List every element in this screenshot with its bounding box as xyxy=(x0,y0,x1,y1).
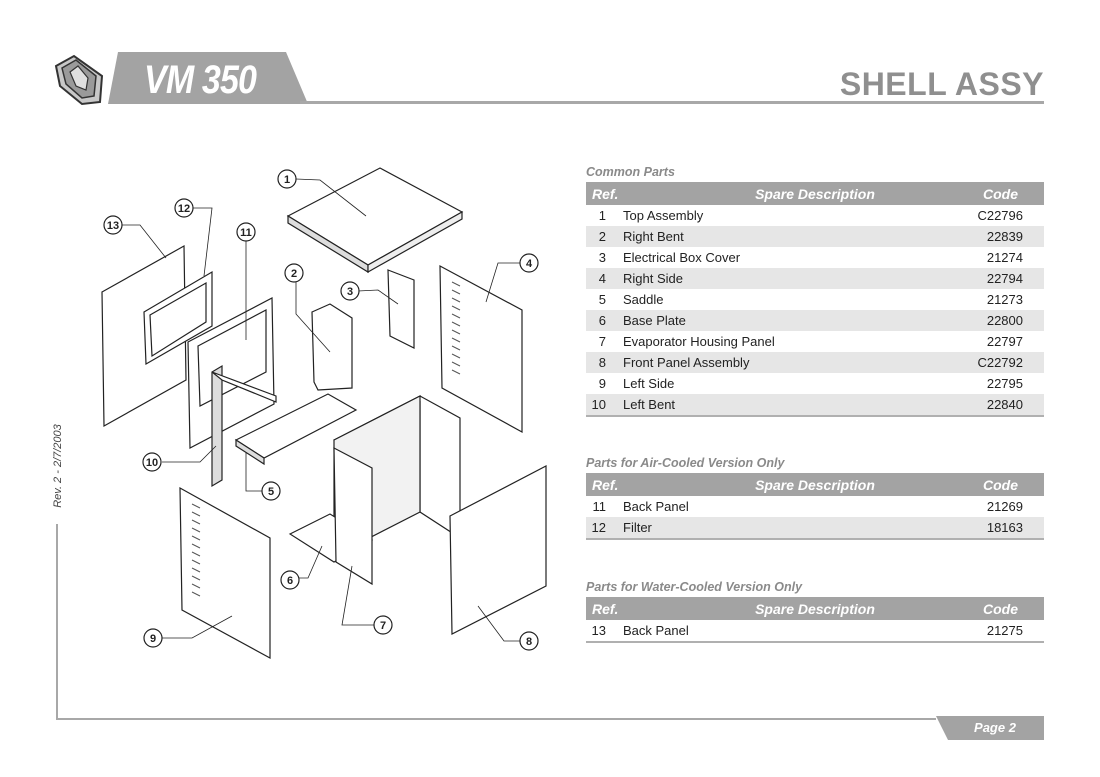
cell-desc: Saddle xyxy=(623,292,664,307)
header-desc: Spare Description xyxy=(755,186,875,202)
callout-9: 9 xyxy=(149,633,157,645)
cell-desc: Base Plate xyxy=(623,313,686,328)
table-row xyxy=(586,205,1044,226)
air-parts-title: Parts for Air-Cooled Version Only xyxy=(586,456,785,470)
callout-13: 13 xyxy=(106,220,120,232)
cell-code: 22795 xyxy=(986,376,1023,391)
cell-ref: 10 xyxy=(591,397,606,412)
cell-desc: Right Bent xyxy=(623,229,684,244)
part-right-side xyxy=(440,266,522,432)
cell-desc: Back Panel xyxy=(623,623,689,638)
cell-code: C22796 xyxy=(977,208,1023,223)
table-row xyxy=(586,310,1044,331)
callout-3: 3 xyxy=(346,286,354,298)
callout-2: 2 xyxy=(290,268,298,280)
callout-8: 8 xyxy=(525,636,533,648)
callout-12: 12 xyxy=(177,203,191,215)
cell-ref: 3 xyxy=(598,250,606,265)
cell-code: 22794 xyxy=(986,271,1023,286)
cell-ref: 4 xyxy=(598,271,606,286)
common-parts-table xyxy=(586,182,1044,417)
section-title: SHELL ASSY xyxy=(839,66,1044,102)
header-ref: Ref. xyxy=(592,601,619,617)
cell-code: 22839 xyxy=(986,229,1023,244)
common-parts-title: Common Parts xyxy=(586,165,675,179)
cell-desc: Left Side xyxy=(623,376,675,391)
part-left-side xyxy=(180,488,270,658)
cell-desc: Back Panel xyxy=(623,499,689,514)
part-right-bent xyxy=(312,304,352,390)
table-row xyxy=(586,373,1044,394)
cell-desc: Top Assembly xyxy=(623,208,704,223)
table-header xyxy=(586,473,1044,496)
cell-desc: Filter xyxy=(623,520,652,535)
page-number: Page 2 xyxy=(974,720,1016,735)
exploded-diagram xyxy=(90,150,570,680)
cell-code: 21274 xyxy=(986,250,1023,265)
cell-ref: 5 xyxy=(598,292,606,307)
water-parts-title: Parts for Water-Cooled Version Only xyxy=(586,580,803,594)
revision-label: Rev. 2 - 2/7/2003 xyxy=(52,424,64,508)
table-header xyxy=(586,597,1044,620)
callout-4: 4 xyxy=(525,258,533,270)
part-front-panel xyxy=(450,466,546,634)
cell-ref: 2 xyxy=(598,229,606,244)
cell-desc: Electrical Box Cover xyxy=(623,250,741,265)
table-row xyxy=(586,331,1044,352)
part-electrical-box-cover xyxy=(388,270,414,348)
table-header xyxy=(586,182,1044,205)
table-row xyxy=(586,289,1044,310)
header-desc: Spare Description xyxy=(755,477,875,493)
cell-desc: Right Side xyxy=(623,271,683,286)
cell-code: 21275 xyxy=(986,623,1023,638)
water-parts-table xyxy=(586,597,1044,643)
table-row xyxy=(586,394,1044,415)
cell-code: 22797 xyxy=(986,334,1023,349)
cell-code: 18163 xyxy=(986,520,1023,535)
left-rule xyxy=(56,524,58,720)
cell-desc: Evaporator Housing Panel xyxy=(623,334,775,349)
part-left-bent xyxy=(212,366,222,486)
cell-code: 22800 xyxy=(986,313,1023,328)
callout-7: 7 xyxy=(379,620,387,632)
table-row xyxy=(586,268,1044,289)
cell-code: 21273 xyxy=(986,292,1023,307)
table-row xyxy=(586,496,1044,517)
cell-ref: 13 xyxy=(591,623,606,638)
table-row xyxy=(586,247,1044,268)
table-row xyxy=(586,620,1044,641)
callout-10: 10 xyxy=(145,457,159,469)
table-row xyxy=(586,352,1044,373)
bottom-rule xyxy=(56,718,936,720)
callout-11: 11 xyxy=(240,227,252,239)
header-code: Code xyxy=(983,601,1018,617)
header-desc: Spare Description xyxy=(755,601,875,617)
cell-ref: 8 xyxy=(598,355,606,370)
table-row xyxy=(586,226,1044,247)
part-top-assembly xyxy=(288,168,462,265)
header-ref: Ref. xyxy=(592,186,619,202)
brand-logo xyxy=(52,52,108,106)
cell-ref: 1 xyxy=(598,208,606,223)
model-name: VM 350 xyxy=(144,58,257,102)
cell-code: C22792 xyxy=(977,355,1023,370)
header-ref: Ref. xyxy=(592,477,619,493)
header-code: Code xyxy=(983,186,1018,202)
part-evaporator-panel xyxy=(334,448,372,584)
cell-code: 21269 xyxy=(986,499,1023,514)
cell-ref: 11 xyxy=(592,499,606,514)
cell-ref: 6 xyxy=(598,313,606,328)
cell-desc: Front Panel Assembly xyxy=(623,355,750,370)
cell-desc: Left Bent xyxy=(623,397,676,412)
callout-6: 6 xyxy=(286,575,294,587)
cell-code: 22840 xyxy=(986,397,1023,412)
table-row xyxy=(586,517,1044,538)
callout-1: 1 xyxy=(283,174,291,186)
cell-ref: 12 xyxy=(591,520,606,535)
air-parts-table xyxy=(586,473,1044,540)
header-code: Code xyxy=(983,477,1018,493)
callout-5: 5 xyxy=(267,486,275,498)
cell-ref: 9 xyxy=(598,376,606,391)
cell-ref: 7 xyxy=(598,334,606,349)
